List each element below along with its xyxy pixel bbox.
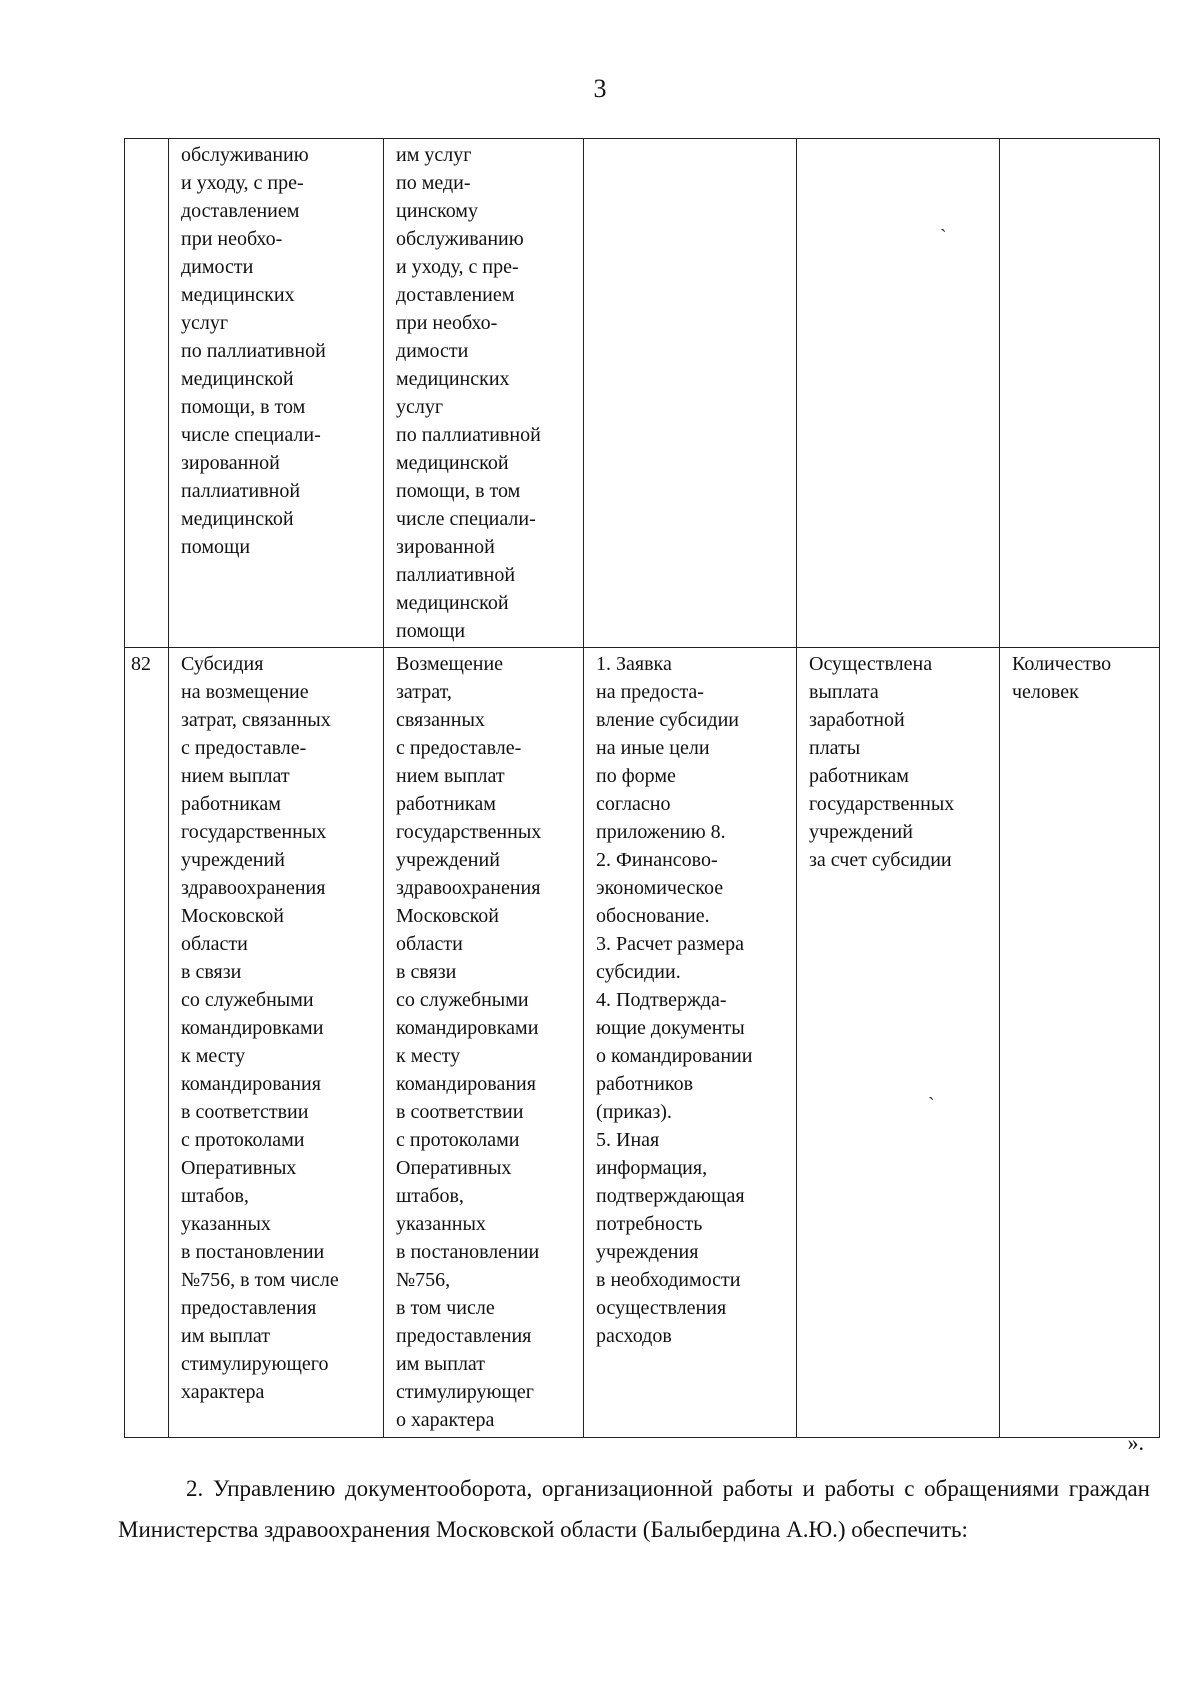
subsidy-name-cell: обслуживанию и уходу, с пре- доставлением при необхо- димости медицинских услуг по паллиативной медицинской помощи, в том числе специали- зированной паллиативной медицинской помощи (169, 139, 384, 648)
table-row-continued (125, 139, 1160, 648)
indicator-cell (1000, 139, 1160, 648)
scan-speck: ˋ (940, 226, 947, 248)
result-cell (797, 139, 1000, 648)
documents-cell: 1. Заявка на предоста- вление субсидии на иные цели по форме согласно приложению 8. 2. Финансово- экономическое обоснование. 3. Расчет размера субсидии. 4. Подтвержда- ющие документы о командировании работников (приказ). 5. Иная информация, подтверждающая потребность учреждения в необходимости осуществления расходов (584, 648, 797, 1438)
subsidy-purpose-cell: им услуг по меди- цинскому обслуживанию и уходу, с пре- доставлением при необхо- димости медицинских услуг по паллиативной медицинской помощи, в том числе специали- зированной паллиативной медицинской помощи (384, 139, 584, 648)
subsidy-table (124, 138, 1160, 1438)
closing-quote-mark: ». (1127, 1430, 1144, 1455)
row-number-cell: 82 (125, 648, 169, 1438)
row-number-cell (125, 139, 169, 648)
page-number: 3 (593, 74, 607, 103)
table-row-82 (125, 648, 1160, 1438)
subsidy-purpose-cell: Возмещение затрат, связанных с предоставле- нием выплат работникам государственных учреждений здравоохранения Московской области в связи со служебными командировками к месту командирования в соответствии с протоколами Оперативных штабов, указанных в постановлении №756, в том числе предоставления им выплат стимулирующег о характера (384, 648, 584, 1438)
result-cell: Осуществлена выплата заработной платы работникам государственных учреждений за счет субсидии (797, 648, 1000, 1438)
subsidy-name-cell: Субсидия на возмещение затрат, связанных с предоставле- нием выплат работникам государственных учреждений здравоохранения Московской области в связи со служебными командировками к месту командирования в соответствии с протоколами Оперативных штабов, указанных в постановлении №756, в том числе предоставления им выплат стимулирующего характера (169, 648, 384, 1438)
scan-speck: ˋ (928, 1094, 935, 1116)
documents-cell (584, 139, 797, 648)
indicator-cell: Количество человек (1000, 648, 1160, 1438)
body-paragraph: 2. Управлению документооборота, организационной работы и работы с обращениями граждан Министерства здравоохранения Московской области (Балыбердина А.Ю.) обеспечить: (118, 1476, 1150, 1542)
